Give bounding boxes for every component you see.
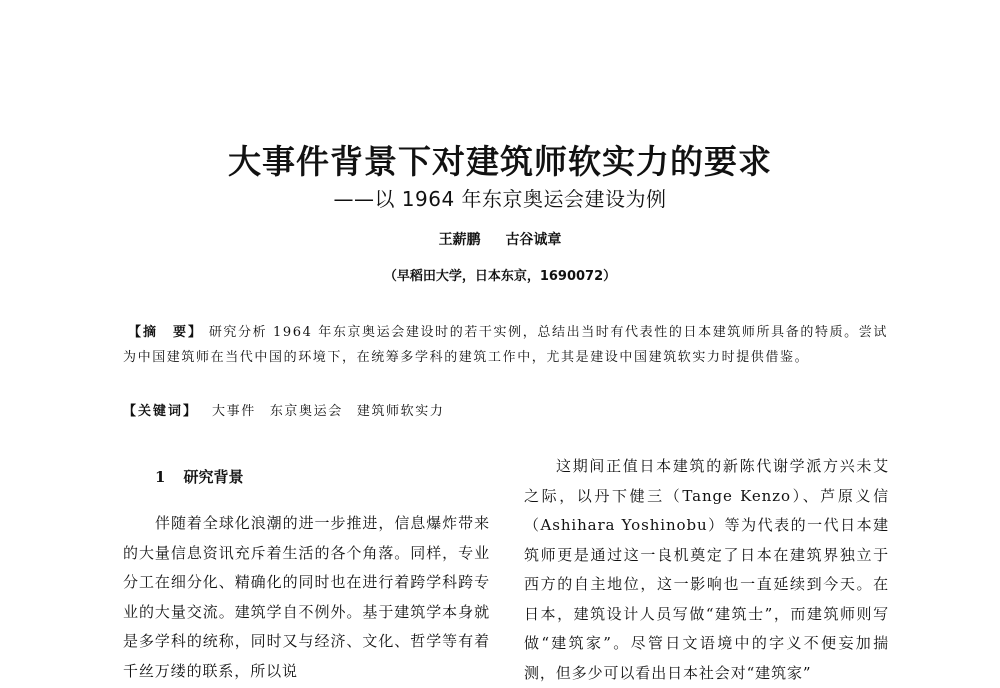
keywords bbox=[123, 399, 888, 424]
paper-title: 大事件背景下对建筑师软实力的要求 bbox=[228, 142, 772, 181]
author-name: 古谷诚章 bbox=[505, 232, 562, 248]
abstract-label: 【摘 要】 bbox=[128, 325, 204, 340]
keyword: 大事件 bbox=[212, 404, 256, 419]
abstract bbox=[123, 320, 888, 370]
author-name: 王薪鹏 bbox=[438, 232, 481, 248]
body-paragraph-right: 这期间正值日本建筑的新陈代谢学派方兴未艾之际，以丹下健三（Tange Kenzo）、芦原义信（Ashihara Yoshinobu）等为代表的一代日本建筑师更是通过这一良机奠定了日本在建筑界独立于西方的自主地位，这一影响也一直延续到今天。在日本，建筑设计人员写做“建筑士”，而建筑师则写做“建筑家”。尽管日文语境中的字义不便妄加揣测，但多少可以看出日本社会对“建筑家” bbox=[524, 457, 889, 682]
keyword: 东京奥运会 bbox=[269, 404, 343, 419]
abstract-text: 研究分析 1964 年东京奥运会建设时的若干实例，总结出当时有代表性的日本建筑师所具备的特质。尝试为中国建筑师在当代中国的环境下，在统筹多学科的建筑工作中，尤其是建设中国建筑软实力时提供借鉴。 bbox=[123, 325, 889, 365]
paper-subtitle: ——以 1964 年东京奥运会建设为例 bbox=[333, 187, 667, 211]
author-list bbox=[0, 229, 1000, 249]
keyword: 建筑师软实力 bbox=[356, 404, 445, 419]
affiliation: （早稻田大学，日本东京，1690072） bbox=[383, 269, 617, 284]
body-paragraph-left: 伴随着全球化浪潮的进一步推进，信息爆炸带来的大量信息资讯充斥着生活的各个角落。同样，专业分工在细分化、精确化的同时也在进行着跨学科跨专业的大量交流。建筑学自不例外。基于建筑学本身就是多学科的统称，同时又与经济、文化、哲学等有着千丝万缕的联系，所以说 bbox=[123, 514, 490, 680]
section-title: 研究背景 bbox=[183, 468, 244, 486]
section-heading bbox=[155, 466, 243, 487]
section-number: 1 bbox=[155, 468, 166, 486]
keywords-label: 【关键词】 bbox=[123, 404, 199, 419]
